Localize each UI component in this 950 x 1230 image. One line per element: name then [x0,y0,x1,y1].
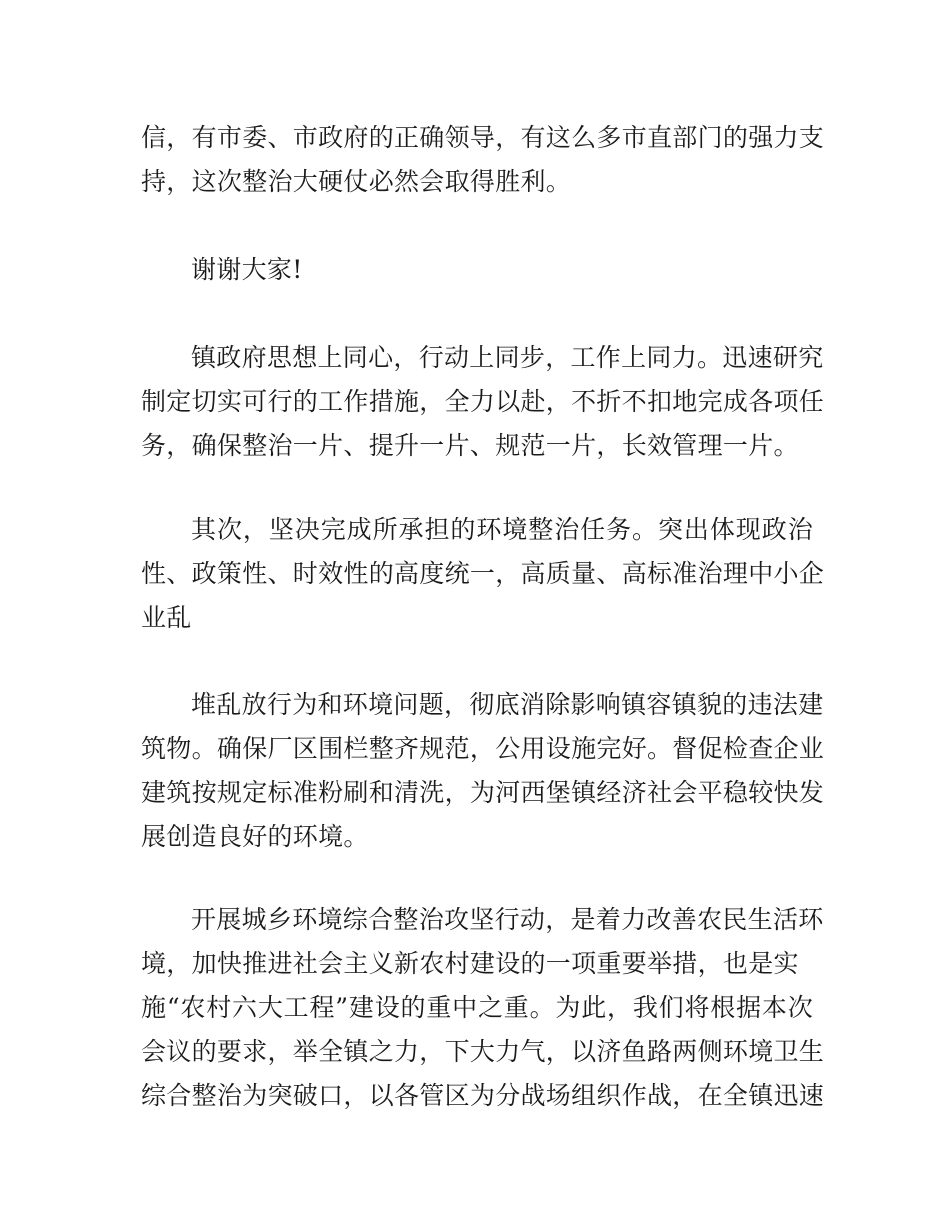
paragraph-line: 综合整治为突破口，以各管区为分战场组织作战，在全镇迅速 [141,1081,825,1110]
paragraph-line: 建筑按规定标准粉刷和清洗，为河西堡镇经济社会平稳较快发 [141,778,825,807]
paragraph-line: 信，有市委、市政府的正确领导，有这么多市直部门的强力支 [141,123,825,152]
paragraph-4 [141,508,825,640]
paragraph-line: 务，确保整治一片、提升一片、规范一片，长效管理一片。 [141,431,799,460]
paragraph-line: 展创造良好的环境。 [141,822,369,851]
paragraph-line: 筑物。确保厂区围栏整齐规范，公用设施完好。督促检查企业 [141,734,825,763]
paragraph-1 [141,116,825,204]
paragraph-3 [141,336,825,468]
paragraph-line: 会议的要求，举全镇之力，下大力气，以济鱼路两侧环境卫生 [141,1037,825,1066]
paragraph-5 [141,683,825,859]
paragraph-line: 业乱 [141,603,192,632]
paragraph-line: 持，这次整治大硬仗必然会取得胜利。 [141,167,572,196]
paragraph-6 [141,898,825,1118]
paragraph-line: 其次，坚决完成所承担的环境整治任务。突出体现政治 [191,515,813,544]
paragraph-line: 开展城乡环境综合整治攻坚行动，是着力改善农民生活环 [191,905,824,934]
paragraph-line: 镇政府思想上同心，行动上同步，工作上同力。迅速研究 [191,343,824,372]
paragraph-2 [141,248,813,292]
paragraph-line: 施“农村六大工程”建设的重中之重。为此，我们将根据本次 [141,993,813,1022]
paragraph-line: 堆乱放行为和环境问题，彻底消除影响镇容镇貌的违法建 [191,690,824,719]
paragraph-line: 谢谢大家! [191,255,303,284]
paragraph-line: 制定切实可行的工作措施，全力以赴，不折不扣地完成各项任 [141,387,825,416]
paragraph-line: 境，加快推进社会主义新农村建设的一项重要举措，也是实 [141,949,799,978]
paragraph-line: 性、政策性、时效性的高度统一，高质量、高标准治理中小企 [141,559,825,588]
